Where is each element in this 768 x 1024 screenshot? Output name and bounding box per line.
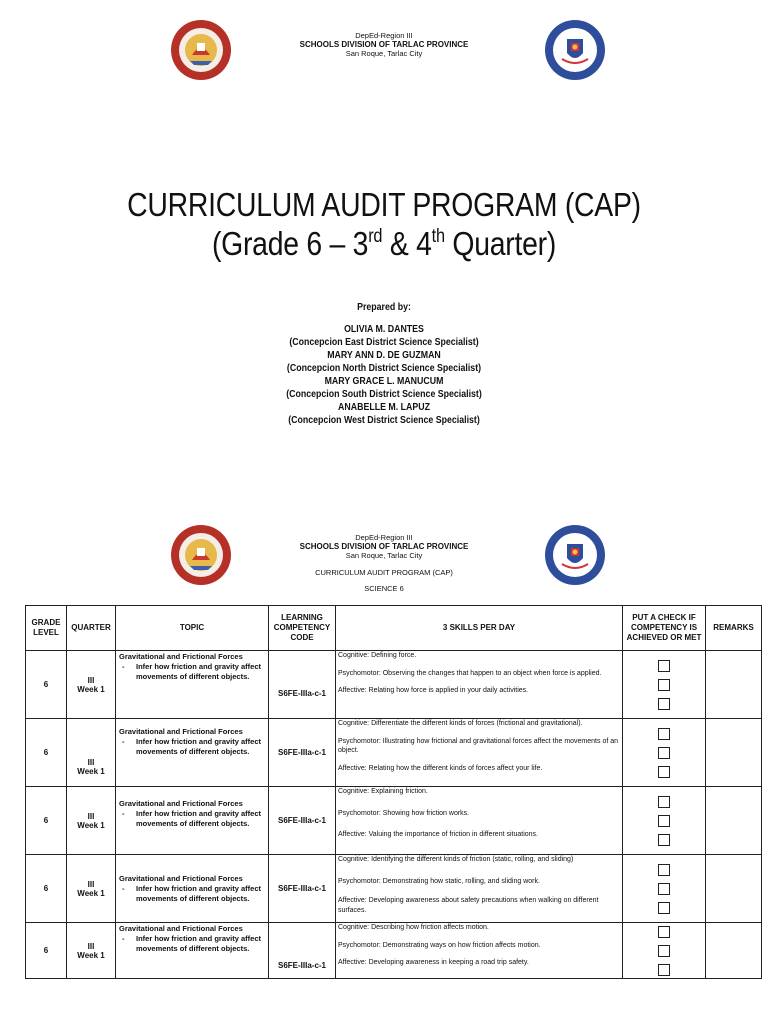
skills-cell bbox=[336, 787, 623, 855]
col-header-quarter: QUARTER bbox=[67, 606, 116, 651]
week-value: Week 1 bbox=[77, 767, 105, 776]
quarter-cell bbox=[67, 855, 116, 923]
grade-cell: 6 bbox=[26, 923, 67, 979]
achieved-checkbox[interactable] bbox=[658, 902, 670, 914]
bullet-mark: - bbox=[122, 662, 125, 671]
check-cell bbox=[623, 787, 706, 855]
skill-psychomotor: Psychomotor: Observing the changes that happen to an object when force is applied. bbox=[338, 669, 602, 677]
col-header-grade: GRADE LEVEL bbox=[26, 606, 67, 651]
remarks-cell[interactable] bbox=[706, 923, 762, 979]
achieved-checkbox[interactable] bbox=[658, 945, 670, 957]
col-header-code: LEARNING COMPETENCY CODE bbox=[269, 606, 336, 651]
achieved-checkbox[interactable] bbox=[658, 766, 670, 778]
week-value: Week 1 bbox=[77, 950, 105, 960]
preparer-name: OLIVIA M. DANTES bbox=[344, 324, 424, 335]
address-text: San Roque, Tarlac City bbox=[345, 49, 423, 58]
check-cell bbox=[623, 651, 706, 719]
topic-title: Gravitational and Frictional Forces bbox=[119, 924, 243, 933]
skills-cell bbox=[336, 651, 623, 719]
bullet-mark: - bbox=[122, 883, 125, 893]
topic-cell bbox=[116, 855, 269, 923]
preparer-role: (Concepcion East District Science Specialist) bbox=[289, 337, 479, 348]
quarter-cell bbox=[67, 719, 116, 787]
topic-title: Gravitational and Frictional Forces bbox=[119, 652, 243, 661]
title-quarter: Quarter) bbox=[444, 225, 557, 262]
prepared-by-label: Prepared by: bbox=[357, 302, 411, 313]
achieved-checkbox[interactable] bbox=[658, 815, 670, 827]
grade-cell: 6 bbox=[26, 719, 67, 787]
topic-cell bbox=[116, 787, 269, 855]
achieved-checkbox[interactable] bbox=[658, 660, 670, 672]
topic-competency: Infer how friction and gravity affect movements of different objects. bbox=[136, 737, 262, 756]
col-header-skills: 3 SKILLS PER DAY bbox=[336, 606, 623, 651]
title-line2 bbox=[54, 224, 714, 263]
grade-cell: 6 bbox=[26, 787, 67, 855]
prepared-by-block bbox=[46, 301, 722, 427]
skill-cognitive: Cognitive: Differentiate the different kinds of forces (frictional and gravitational). bbox=[338, 720, 583, 727]
topic-competency: Infer how friction and gravity affect movements of different objects. bbox=[136, 662, 262, 681]
achieved-checkbox[interactable] bbox=[658, 747, 670, 759]
code-cell: S6FE-IIIa-c-1 bbox=[269, 787, 336, 855]
subject-text: SCIENCE 6 bbox=[364, 584, 404, 593]
quarter-value: III bbox=[87, 941, 95, 951]
week-value: Week 1 bbox=[77, 684, 105, 694]
topic-competency: Infer how friction and gravity affect movements of different objects. bbox=[136, 809, 262, 828]
topic-cell bbox=[116, 719, 269, 787]
grade-cell: 6 bbox=[26, 855, 67, 923]
quarter-cell bbox=[67, 787, 116, 855]
bullet-mark: - bbox=[122, 737, 125, 746]
topic-competency: Infer how friction and gravity affect movements of different objects. bbox=[136, 883, 262, 903]
title-and: & 4 bbox=[382, 225, 432, 262]
remarks-cell[interactable] bbox=[706, 855, 762, 923]
preparer-name: MARY GRACE L. MANUCUM bbox=[324, 376, 444, 387]
topic-title: Gravitational and Frictional Forces bbox=[119, 873, 243, 883]
code-cell: S6FE-IIIa-c-1 bbox=[269, 651, 336, 719]
quarter-value: III bbox=[87, 675, 95, 685]
table-row bbox=[26, 787, 762, 855]
skill-cognitive: Cognitive: Defining force. bbox=[338, 652, 417, 659]
skills-cell bbox=[336, 855, 623, 923]
preparer-role: (Concepcion West District Science Specialist) bbox=[288, 415, 480, 426]
preparer-role: (Concepcion North District Science Specialist) bbox=[286, 363, 482, 374]
topic-title: Gravitational and Frictional Forces bbox=[119, 799, 243, 808]
remarks-cell[interactable] bbox=[706, 787, 762, 855]
check-cell bbox=[623, 719, 706, 787]
skill-affective: Affective: Relating how the different kinds of forces affect your life. bbox=[338, 764, 543, 772]
col-header-topic: TOPIC bbox=[116, 606, 269, 651]
code-cell: S6FE-IIIa-c-1 bbox=[269, 923, 336, 979]
achieved-checkbox[interactable] bbox=[658, 864, 670, 876]
skill-psychomotor: Psychomotor: Demonstrating how static, rolling, and sliding work. bbox=[338, 877, 540, 885]
skill-cognitive: Cognitive: Identifying the different kinds of friction (static, rolling, and sliding) bbox=[338, 856, 574, 863]
topic-cell bbox=[116, 651, 269, 719]
skill-affective: Affective: Relating how force is applied in your daily activities. bbox=[338, 687, 529, 694]
achieved-checkbox[interactable] bbox=[658, 679, 670, 691]
achieved-checkbox[interactable] bbox=[658, 796, 670, 808]
title-grade: (Grade 6 – 3 bbox=[211, 225, 369, 262]
achieved-checkbox[interactable] bbox=[658, 883, 670, 895]
topic-cell bbox=[116, 923, 269, 979]
address-text: San Roque, Tarlac City bbox=[345, 551, 423, 560]
check-cell bbox=[623, 923, 706, 979]
col-header-check: PUT A CHECK IF COMPETENCY IS ACHIEVED OR MET bbox=[623, 606, 706, 651]
region-text: DepEd-Region III bbox=[355, 31, 413, 40]
quarter-cell bbox=[67, 651, 116, 719]
skill-cognitive: Cognitive: Explaining friction. bbox=[338, 788, 428, 795]
quarter-value: III bbox=[87, 811, 95, 821]
skills-cell bbox=[336, 719, 623, 787]
title-sup-rd: rd bbox=[368, 226, 383, 247]
remarks-cell[interactable] bbox=[706, 651, 762, 719]
title-line1: CURRICULUM AUDIT PROGRAM (CAP) bbox=[127, 186, 641, 223]
quarter-cell bbox=[67, 923, 116, 979]
table-row bbox=[26, 923, 762, 979]
grade-cell: 6 bbox=[26, 651, 67, 719]
achieved-checkbox[interactable] bbox=[658, 834, 670, 846]
achieved-checkbox[interactable] bbox=[658, 926, 670, 938]
region-text: DepEd-Region III bbox=[355, 533, 413, 542]
code-cell: S6FE-IIIa-c-1 bbox=[269, 719, 336, 787]
skills-cell bbox=[336, 923, 623, 979]
skill-psychomotor: Psychomotor: Illustrating how frictional and gravitational forces affect the movements of an object. bbox=[338, 737, 619, 754]
quarter-value: III bbox=[87, 879, 95, 889]
remarks-cell[interactable] bbox=[706, 719, 762, 787]
achieved-checkbox[interactable] bbox=[658, 964, 670, 976]
skill-affective: Affective: Valuing the importance of friction in different situations. bbox=[338, 831, 538, 838]
preparer-name: MARY ANN D. DE GUZMAN bbox=[327, 350, 441, 361]
col-header-remarks: REMARKS bbox=[706, 606, 762, 651]
table-row bbox=[26, 651, 762, 719]
topic-title: Gravitational and Frictional Forces bbox=[119, 727, 243, 736]
check-cell bbox=[623, 855, 706, 923]
achieved-checkbox[interactable] bbox=[658, 698, 670, 710]
topic-competency: Infer how friction and gravity affect movements of different objects. bbox=[136, 934, 262, 953]
achieved-checkbox[interactable] bbox=[658, 728, 670, 740]
bullet-mark: - bbox=[122, 809, 125, 818]
table-row bbox=[26, 855, 762, 923]
bullet-mark: - bbox=[122, 934, 125, 943]
program-text: CURRICULUM AUDIT PROGRAM (CAP) bbox=[315, 568, 453, 577]
page2-header bbox=[0, 533, 768, 593]
table-header-row bbox=[26, 606, 762, 651]
week-value: Week 1 bbox=[77, 888, 105, 898]
quarter-value: III bbox=[87, 758, 95, 767]
skill-affective: Affective: Developing awareness in keeping a road trip safety. bbox=[338, 959, 529, 966]
table-row bbox=[26, 719, 762, 787]
document-title bbox=[54, 185, 714, 263]
division-text: SCHOOLS DIVISION OF TARLAC PROVINCE bbox=[299, 542, 469, 551]
cap-table bbox=[25, 605, 762, 979]
skill-psychomotor: Psychomotor: Demonstrating ways on how friction affects motion. bbox=[338, 941, 541, 949]
division-text: SCHOOLS DIVISION OF TARLAC PROVINCE bbox=[299, 40, 469, 49]
preparer-role: (Concepcion South District Science Specialist) bbox=[286, 389, 482, 400]
title-sup-th: th bbox=[431, 226, 445, 247]
skill-psychomotor: Psychomotor: Showing how friction works. bbox=[338, 809, 470, 817]
skill-cognitive: Cognitive: Describing how friction affects motion. bbox=[338, 924, 489, 931]
week-value: Week 1 bbox=[77, 820, 105, 830]
skill-affective: Affective: Developing awareness about safety precautions when walking on different surfaces. bbox=[338, 897, 599, 914]
page1-header bbox=[0, 31, 768, 58]
preparer-name: ANABELLE M. LAPUZ bbox=[338, 402, 430, 413]
code-cell: S6FE-IIIa-c-1 bbox=[269, 855, 336, 923]
